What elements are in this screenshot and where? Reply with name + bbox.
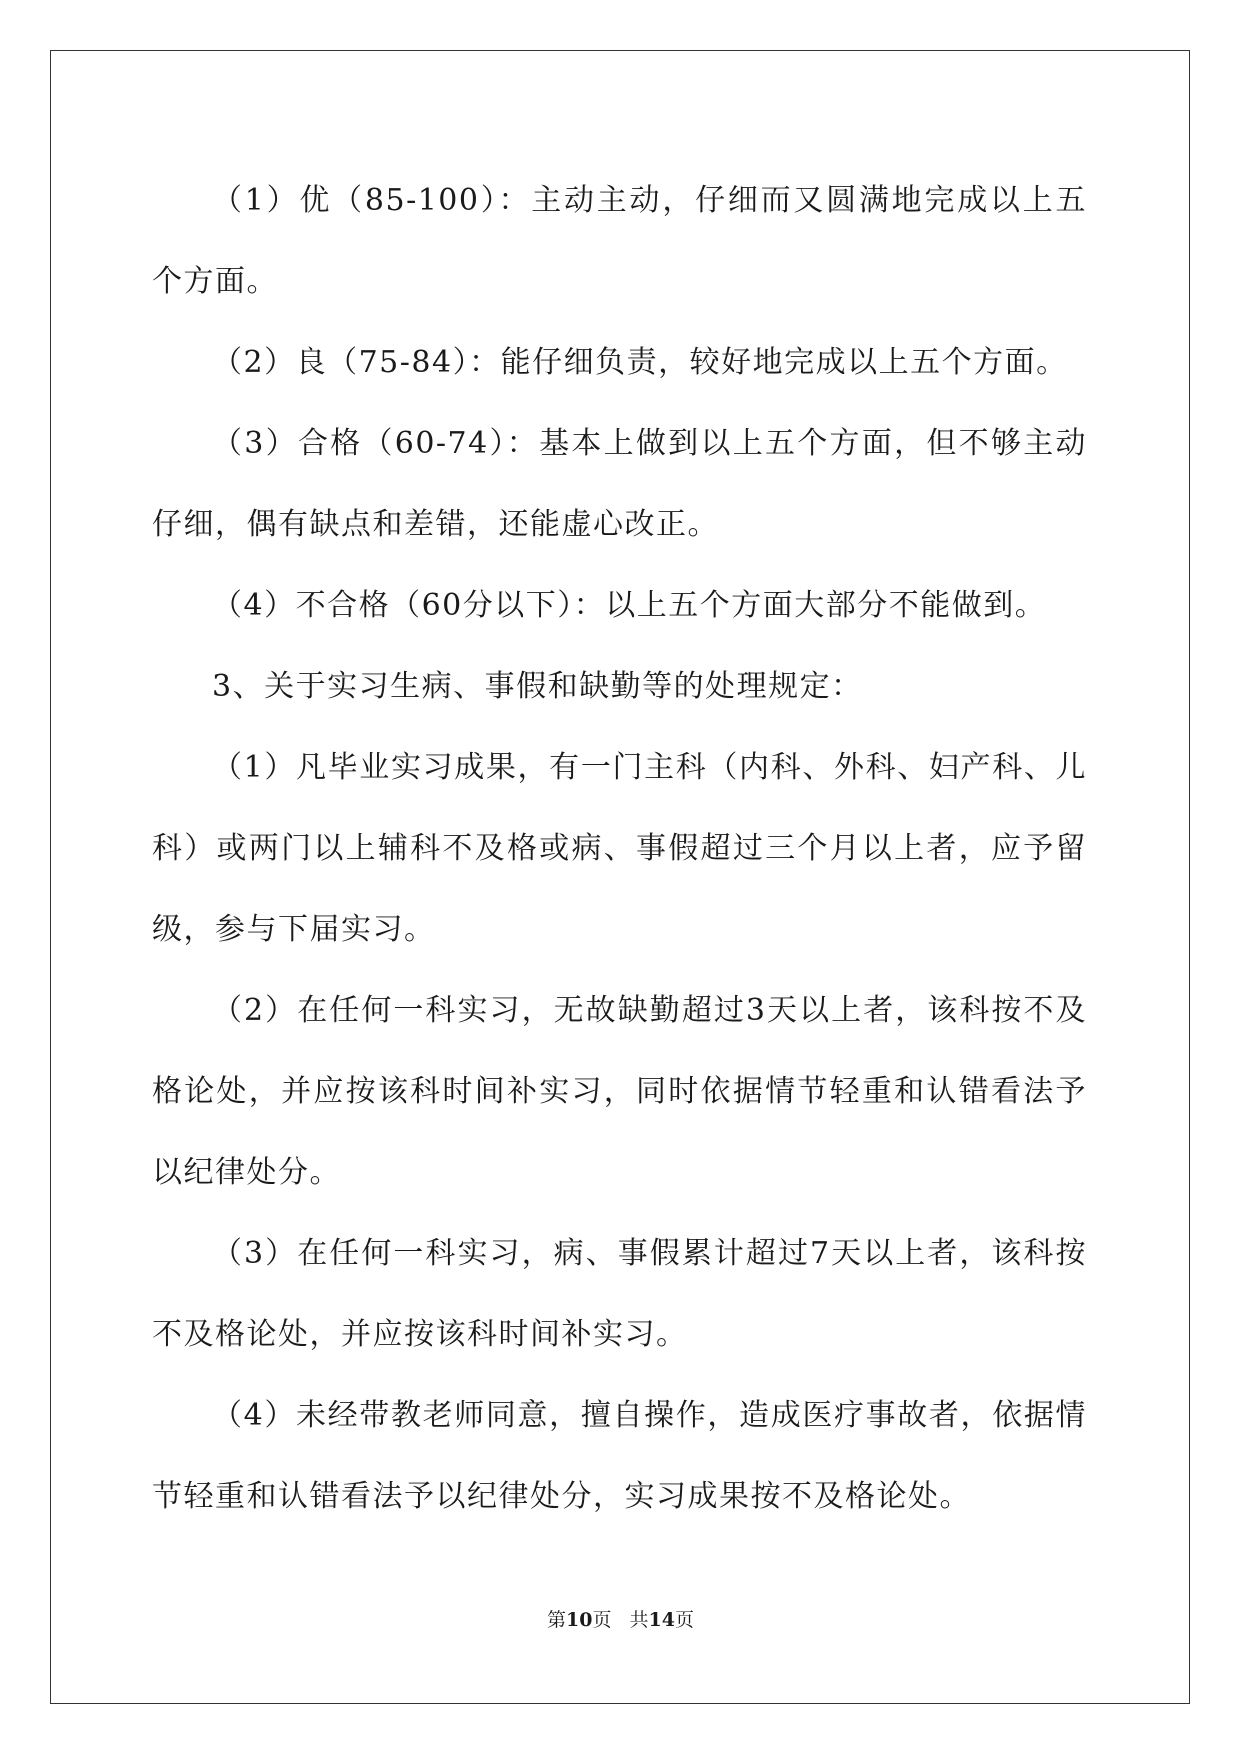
paragraph-rule-1: （1）凡毕业实习成果，有一门主科（内科、外科、妇产科、儿科）或两门以上辅科不及格或病、事假超过三个月以上者，应予留级，参与下届实习。	[152, 750, 1087, 947]
paragraph-grade-good: （2）良（75-84）：能仔细负责，较好地完成以上五个方面。	[212, 345, 1068, 380]
page-prefix: 第	[547, 1609, 567, 1631]
paragraph-rule-3: （3）在任何一科实习，病、事假累计超过7天以上者，该科按不及格论处，并应按该科时间补实习。	[152, 1236, 1087, 1352]
page-current: 10	[566, 1609, 593, 1631]
section-heading-leave-rules: 3、关于实习生病、事假和缺勤等的处理规定：	[212, 669, 863, 704]
paragraph-rule-4: （4）未经带教老师同意，擅自操作，造成医疗事故者，依据情节轻重和认错看法予以纪律处分，实习成果按不及格论处。	[152, 1398, 1087, 1514]
paragraph-rule-2: （2）在任何一科实习，无故缺勤超过3天以上者，该科按不及格论处，并应按该科时间补实习，同时依据情节轻重和认错看法予以纪律处分。	[152, 993, 1087, 1190]
paragraph-grade-excellent: （1）优（85-100）：主动主动，仔细而又圆满地完成以上五个方面。	[152, 183, 1087, 299]
total-prefix: 共	[629, 1609, 649, 1631]
paragraph-grade-fail: （4）不合格（60分以下）：以上五个方面大部分不能做到。	[212, 588, 1047, 623]
page-footer	[0, 1608, 1241, 1632]
total-suffix: 页	[674, 1609, 694, 1631]
paragraph-grade-pass: （3）合格（60-74）：基本上做到以上五个方面，但不够主动仔细，偶有缺点和差错，还能虚心改正。	[152, 426, 1087, 542]
page-suffix: 页	[592, 1609, 612, 1631]
document-body	[152, 160, 1087, 1537]
page-total: 14	[648, 1609, 675, 1631]
